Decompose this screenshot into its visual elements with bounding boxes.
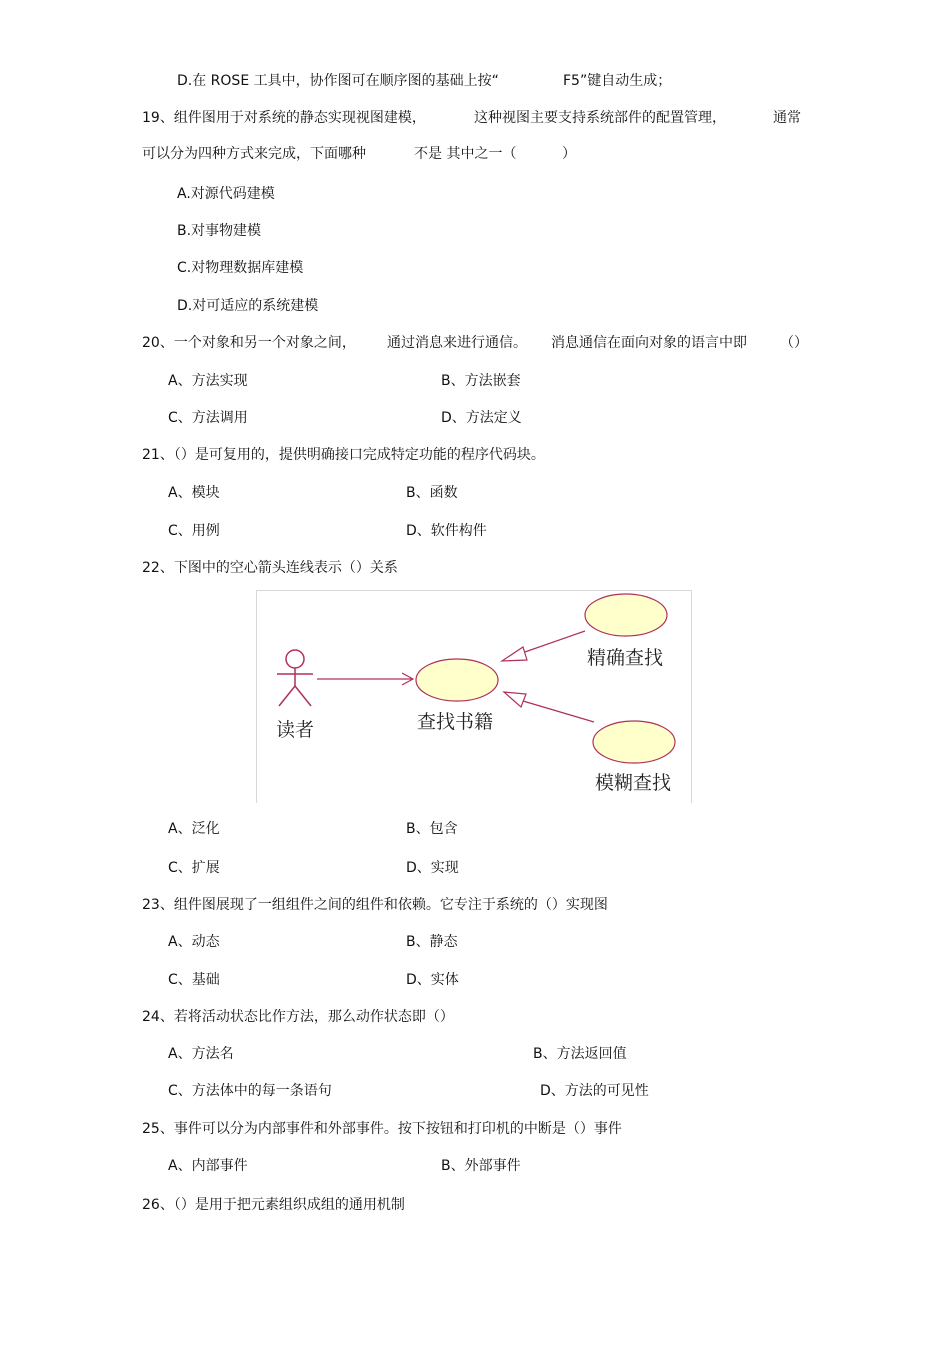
q21-stem: 21、（）是可复用的，提供明确接口完成特定功能的程序代码块。 — [142, 447, 545, 463]
q20-option-a: A、方法实现 — [168, 373, 248, 389]
q24-stem: 24、若将活动状态比作方法，那么动作状态即（） — [142, 1009, 454, 1025]
q21-option-b: B、函数 — [406, 485, 458, 501]
q20-stem-part2: 通过消息来进行通信。 — [387, 335, 527, 351]
use-case-diagram — [256, 590, 692, 803]
q19-option-b: B.对事物建模 — [177, 223, 262, 239]
generalization-arrowhead-exact — [502, 647, 527, 661]
q19-stem-part2: 这种视图主要支持系统部件的配置管理， — [474, 110, 726, 126]
generalization-line-fuzzy — [523, 701, 594, 722]
q21-option-d: D、软件构件 — [406, 523, 487, 539]
q25-option-a: A、内部事件 — [168, 1158, 248, 1174]
q23-option-c: C、基础 — [168, 972, 220, 988]
generalization-line-exact — [522, 631, 585, 653]
q24-option-d: D、方法的可见性 — [540, 1083, 649, 1099]
q20-stem-part4: （） — [780, 335, 808, 351]
usecase-find-books — [416, 659, 498, 701]
q22-option-d: D、实现 — [406, 860, 459, 876]
q22-option-c: C、扩展 — [168, 860, 220, 876]
q22-option-a: A、泛化 — [168, 821, 220, 837]
q24-option-c: C、方法体中的每一条语句 — [168, 1083, 332, 1099]
q25-stem: 25、事件可以分为内部事件和外部事件。按下按钮和打印机的中断是（）事件 — [142, 1121, 622, 1137]
q20-stem-part3: 消息通信在面向对象的语言中即 — [551, 335, 747, 351]
q22-option-b: B、包含 — [406, 821, 458, 837]
q19-stem-part1: 19、组件图用于对系统的静态实现视图建模， — [142, 110, 426, 126]
usecase-exact-search — [585, 594, 667, 636]
q19-option-c: C.对物理数据库建模 — [177, 260, 304, 276]
q23-option-b: B、静态 — [406, 934, 458, 950]
q19-stem-part3: 通常 — [773, 110, 801, 126]
usecase-exact-search-label: 精确查找 — [587, 647, 664, 669]
q23-stem: 23、组件图展现了一组组件之间的组件和依赖。它专注于系统的（）实现图 — [142, 897, 608, 913]
q19-option-a: A.对源代码建模 — [177, 186, 275, 202]
q24-option-a: A、方法名 — [168, 1046, 234, 1062]
q25-option-b: B、外部事件 — [441, 1158, 521, 1174]
q20-option-d: D、方法定义 — [441, 410, 522, 426]
q23-option-a: A、动态 — [168, 934, 220, 950]
q18-option-d-key: F5”键自动生成； — [563, 73, 672, 89]
q24-option-b: B、方法返回值 — [533, 1046, 627, 1062]
usecase-fuzzy-search-label: 模糊查找 — [595, 772, 672, 794]
q19-option-d: D.对可适应的系统建模 — [177, 298, 319, 314]
q19-stem-part5: 不是 其中之一（ — [414, 146, 517, 162]
q18-option-d: D.在 ROSE 工具中，协作图可在顺序图的基础上按“ — [177, 73, 499, 89]
q19-stem-part6: ） — [562, 146, 576, 162]
q26-stem: 26、（）是用于把元素组织成组的通用机制 — [142, 1197, 405, 1213]
q20-option-c: C、方法调用 — [168, 410, 248, 426]
q22-stem: 22、下图中的空心箭头连线表示（）关系 — [142, 560, 398, 576]
q19-stem-part4: 可以分为四种方式来完成，下面哪种 — [142, 146, 366, 162]
q20-stem-part1: 20、一个对象和另一个对象之间， — [142, 335, 356, 351]
q21-option-c: C、用例 — [168, 523, 220, 539]
generalization-arrowhead-fuzzy — [504, 692, 526, 707]
usecase-fuzzy-search — [593, 721, 675, 763]
actor-reader-label: 读者 — [276, 719, 315, 741]
q23-option-d: D、实体 — [406, 972, 459, 988]
usecase-find-books-label: 查找书籍 — [417, 711, 494, 733]
actor-reader-figure — [277, 650, 313, 706]
q21-option-a: A、模块 — [168, 485, 220, 501]
q20-option-b: B、方法嵌套 — [441, 373, 521, 389]
